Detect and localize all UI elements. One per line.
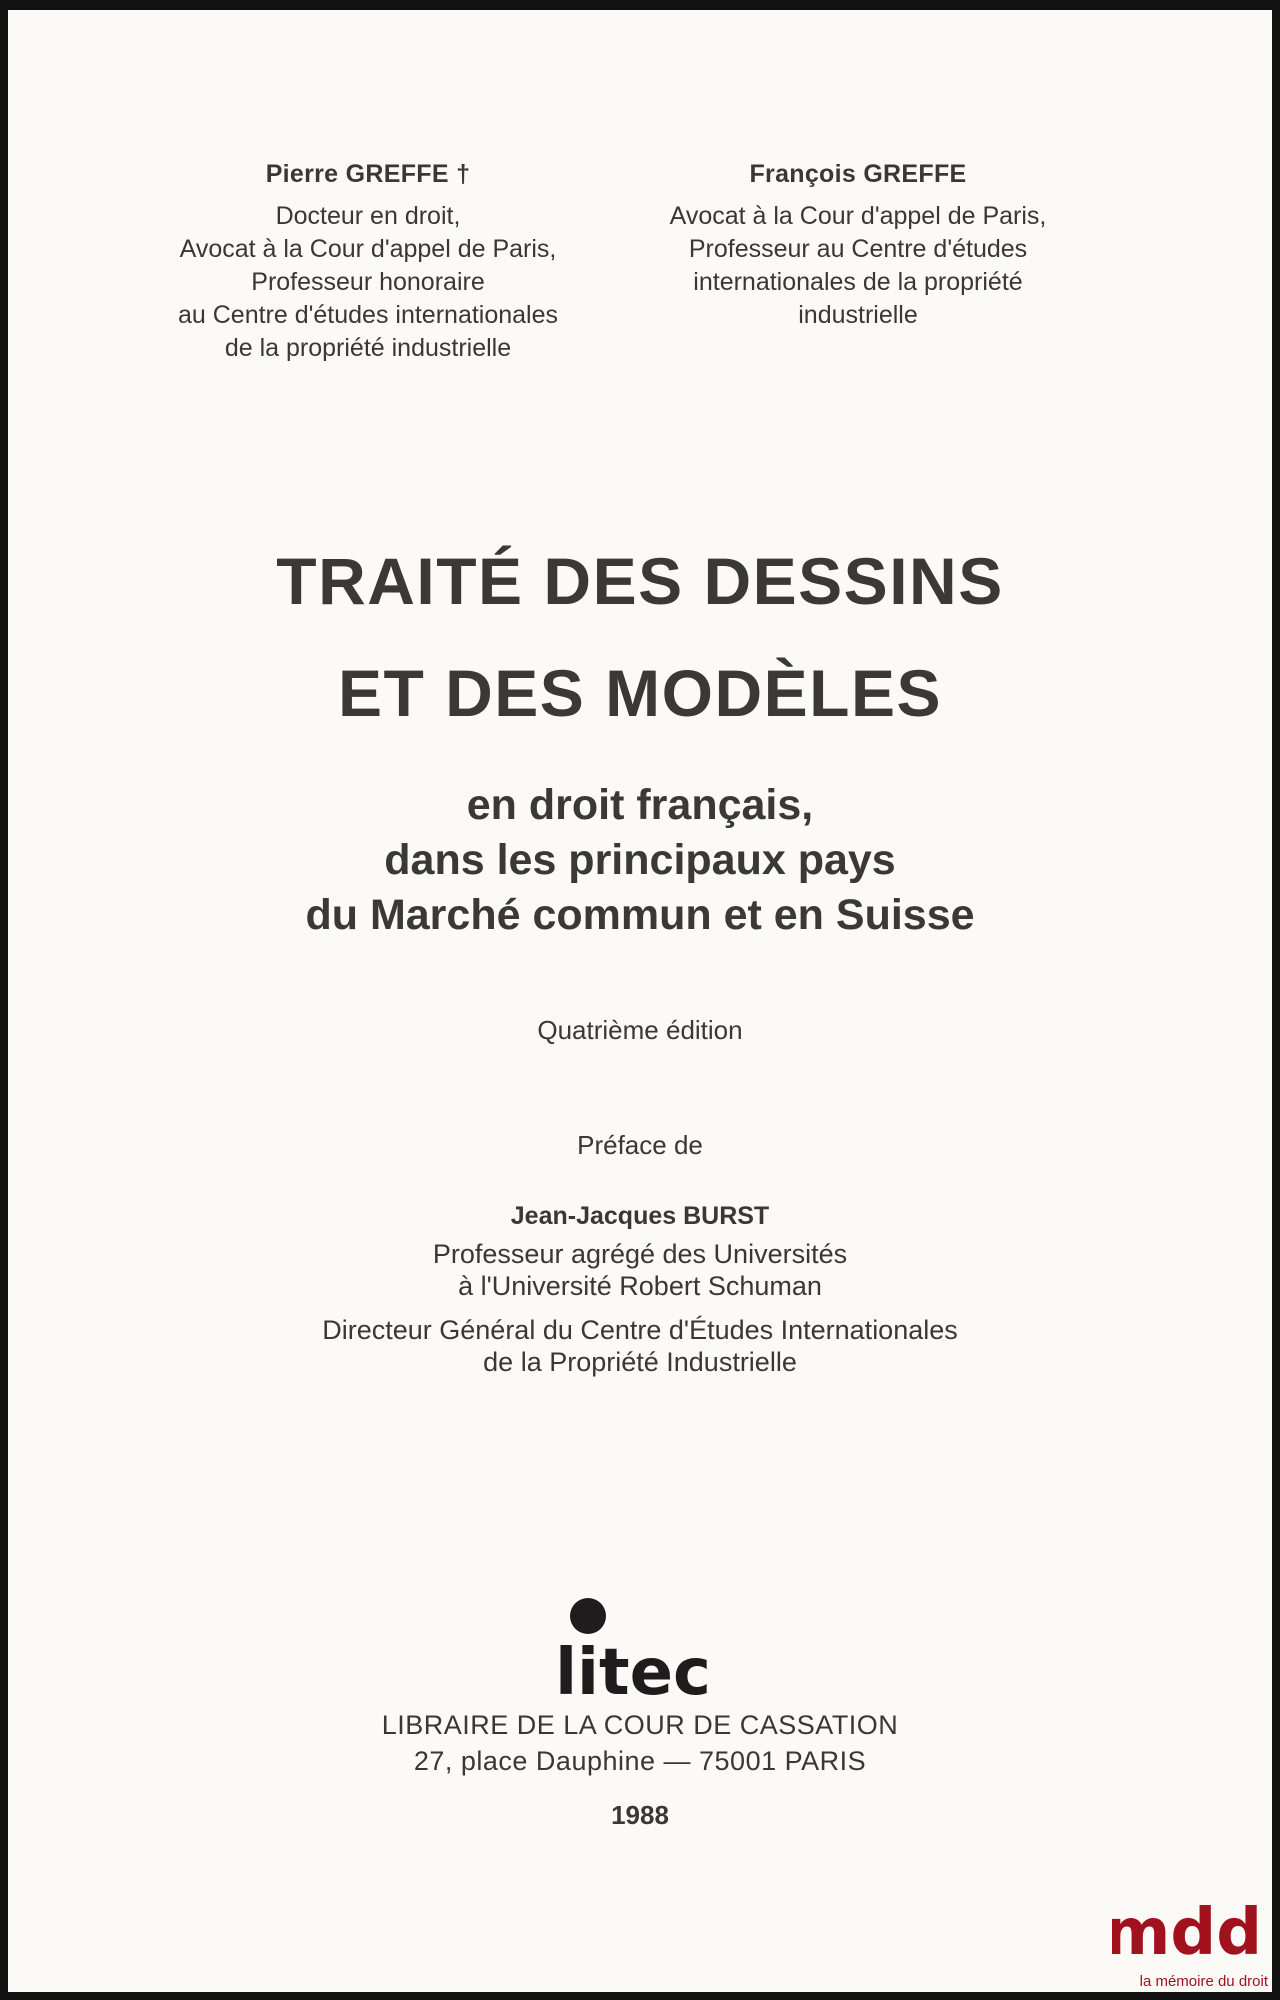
book-title-line: TRAITÉ DES DESSINS bbox=[276, 544, 1004, 618]
author-affiliation-line: au Centre d'études internationales bbox=[177, 301, 559, 329]
preface-author-title-line: Professeur agrégé des Universités bbox=[432, 1239, 848, 1269]
author-affiliation-line: Avocat à la Cour d'appel de Paris, bbox=[179, 235, 557, 263]
logo-dot bbox=[570, 1598, 606, 1634]
author-affiliation-line: Professeur au Centre d'études bbox=[688, 235, 1028, 263]
preface-label: Préface de bbox=[577, 1130, 703, 1160]
author-affiliation-line: internationales de la propriété bbox=[693, 268, 1023, 296]
author-block-pierre-greffe bbox=[138, 160, 598, 365]
book-subtitle-line: du Marché commun et en Suisse bbox=[305, 891, 975, 939]
book-title-line: ET DES MODÈLES bbox=[337, 656, 943, 730]
preface-author-titles bbox=[8, 1238, 1272, 1302]
watermark bbox=[1112, 1882, 1272, 1992]
watermark-caption: la mémoire du droit bbox=[1139, 1973, 1268, 1990]
book-title bbox=[8, 525, 1272, 749]
preface-author-position-line: de la Propriété Industrielle bbox=[483, 1347, 797, 1377]
preface-author-title-line: à l'Université Robert Schuman bbox=[458, 1271, 822, 1301]
author-name: François GREFFE bbox=[749, 160, 967, 188]
preface-author-name: Jean-Jacques BURST bbox=[510, 1202, 770, 1230]
edition-label: Quatrième édition bbox=[537, 1015, 743, 1045]
author-name: Pierre GREFFE † bbox=[265, 160, 471, 188]
publication-year: 1988 bbox=[611, 1800, 669, 1830]
preface-author-position bbox=[8, 1314, 1272, 1378]
author-block-francois-greffe bbox=[620, 160, 1096, 332]
author-affiliation-line: de la propriété industrielle bbox=[224, 334, 512, 362]
publisher-logo bbox=[548, 1594, 718, 1704]
publisher-address: 27, place Dauphine — 75001 PARIS bbox=[413, 1746, 867, 1776]
book-subtitle-line: dans les principaux pays bbox=[384, 836, 896, 884]
mdd-logo-text: mdd bbox=[1112, 1896, 1262, 1970]
publisher-name: LIBRAIRE DE LA COUR DE CASSATION bbox=[381, 1710, 899, 1740]
author-affiliation bbox=[620, 200, 1096, 332]
author-affiliation bbox=[138, 200, 598, 365]
logo-wordmark: litec bbox=[555, 1636, 711, 1704]
author-affiliation-line: industrielle bbox=[798, 301, 918, 329]
author-affiliation-line: Professeur honoraire bbox=[251, 268, 485, 296]
mdd-logo bbox=[1112, 1882, 1272, 1972]
title-page bbox=[8, 10, 1272, 1992]
author-affiliation-line: Avocat à la Cour d'appel de Paris, bbox=[669, 202, 1047, 230]
book-subtitle-line: en droit français, bbox=[466, 781, 814, 829]
book-subtitle bbox=[8, 778, 1272, 943]
preface-author-position-line: Directeur Général du Centre d'Études Internationales bbox=[322, 1315, 958, 1345]
author-affiliation-line: Docteur en droit, bbox=[275, 202, 461, 230]
